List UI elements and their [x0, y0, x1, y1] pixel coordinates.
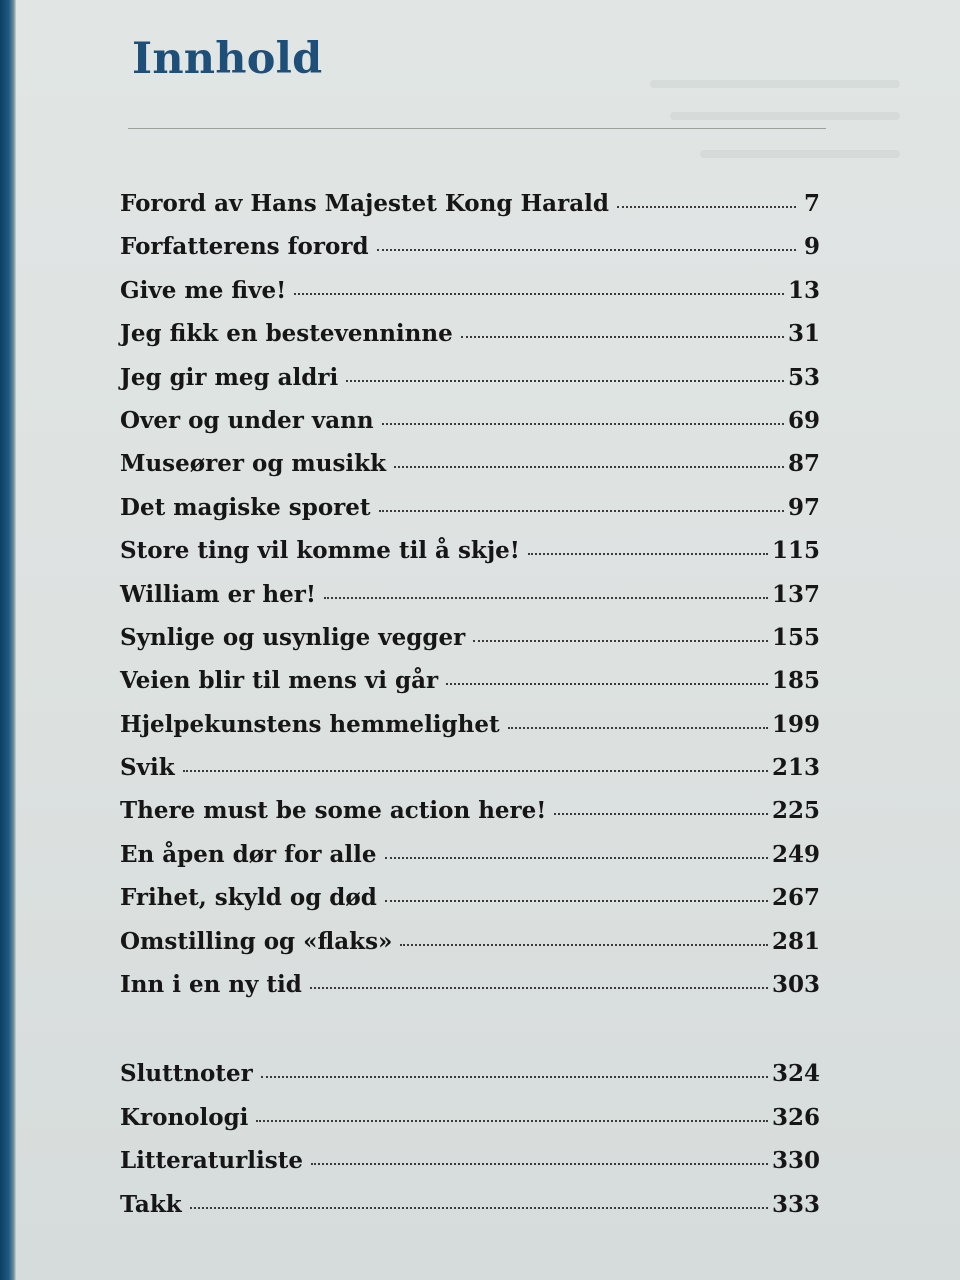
toc-entry-title: Synlige og usynlige vegger	[120, 623, 466, 651]
toc-entry-title: Forfatterens forord	[120, 233, 369, 261]
dot-leader	[310, 987, 768, 989]
dot-leader	[385, 900, 768, 902]
toc-entry-page-number: 13	[787, 276, 820, 304]
toc-entry-title: Jeg fikk en bestevenninne	[120, 320, 453, 348]
dot-leader	[508, 727, 768, 729]
toc-entry-title: William er her!	[120, 580, 316, 608]
toc-entry	[120, 1104, 820, 1148]
toc-entry-page-number: 267	[771, 884, 820, 912]
table-of-contents-back-matter	[120, 1060, 820, 1234]
toc-entry	[120, 1060, 820, 1104]
toc-entry	[120, 190, 820, 233]
dot-leader	[377, 249, 796, 251]
toc-entry-page-number: 69	[787, 406, 820, 434]
toc-entry	[120, 841, 820, 884]
dot-leader	[346, 380, 784, 382]
toc-entry-title: Omstilling og «flaks»	[120, 927, 393, 955]
toc-entry-page-number: 324	[771, 1060, 820, 1087]
toc-entry-title: En åpen dør for alle	[120, 840, 377, 868]
dot-leader	[382, 423, 784, 425]
toc-entry-page-number: 9	[803, 233, 820, 261]
toc-entry-title: Forord av Hans Majestet Kong Harald	[120, 190, 609, 217]
dot-leader	[528, 553, 768, 555]
show-through-text	[670, 112, 900, 120]
toc-entry-title: Hjelpekunstens hemmelighet	[120, 710, 500, 738]
toc-entry	[120, 407, 820, 450]
dot-leader	[394, 466, 784, 468]
table-of-contents-chapters	[120, 190, 820, 1014]
toc-entry-title: Kronologi	[120, 1103, 249, 1131]
toc-entry-title: Sluttnoter	[120, 1060, 253, 1087]
dot-leader	[617, 206, 796, 208]
title-divider	[128, 128, 826, 129]
toc-entry-page-number: 303	[771, 971, 820, 999]
toc-entry-page-number: 87	[787, 450, 820, 478]
toc-entry	[120, 711, 820, 754]
dot-leader	[461, 336, 784, 338]
toc-entry-title: Jeg gir meg aldri	[120, 363, 339, 391]
toc-entry	[120, 277, 820, 320]
toc-entry-page-number: 213	[771, 754, 820, 782]
dot-leader	[190, 1207, 768, 1209]
toc-entry-page-number: 115	[771, 537, 820, 565]
toc-entry-page-number: 137	[771, 580, 820, 608]
toc-entry-title: Svik	[120, 754, 175, 782]
toc-entry-title: Inn i en ny tid	[120, 971, 302, 999]
show-through-text	[650, 80, 900, 88]
dot-leader	[311, 1163, 768, 1165]
toc-entry	[120, 494, 820, 537]
toc-entry-title: Frihet, skyld og død	[120, 884, 377, 912]
toc-entry	[120, 320, 820, 363]
dot-leader	[385, 857, 768, 859]
toc-entry	[120, 797, 820, 840]
show-through-text	[700, 150, 900, 158]
toc-entry-page-number: 185	[771, 667, 820, 695]
toc-entry	[120, 364, 820, 407]
toc-entry-page-number: 53	[787, 363, 820, 391]
toc-entry-page-number: 31	[787, 320, 820, 348]
dot-leader	[379, 510, 784, 512]
toc-entry	[120, 928, 820, 971]
toc-entry-title: There must be some action here!	[120, 797, 547, 825]
dot-leader	[324, 597, 768, 599]
page-title: Innhold	[132, 34, 323, 84]
dot-leader	[400, 944, 768, 946]
toc-entry-title: Veien blir til mens vi går	[120, 667, 439, 695]
book-spine-edge	[0, 0, 16, 1280]
toc-entry-title: Give me five!	[120, 276, 287, 304]
toc-entry-page-number: 326	[771, 1103, 820, 1131]
toc-entry-page-number: 249	[771, 840, 820, 868]
dot-leader	[473, 640, 768, 642]
toc-entry	[120, 1191, 820, 1235]
toc-entry-title: Museører og musikk	[120, 450, 387, 478]
dot-leader	[554, 813, 768, 815]
toc-entry-page-number: 155	[771, 623, 820, 651]
toc-entry-title: Takk	[120, 1190, 182, 1218]
toc-entry	[120, 884, 820, 927]
dot-leader	[294, 293, 784, 295]
dot-leader	[183, 770, 768, 772]
toc-entry	[120, 450, 820, 493]
toc-entry-title: Litteraturliste	[120, 1147, 303, 1175]
toc-entry	[120, 971, 820, 1014]
toc-entry	[120, 233, 820, 276]
toc-entry-title: Det magiske sporet	[120, 493, 371, 521]
toc-entry	[120, 537, 820, 580]
toc-entry	[120, 1147, 820, 1191]
toc-entry	[120, 667, 820, 710]
toc-entry-page-number: 199	[771, 710, 820, 738]
toc-entry-title: Over og under vann	[120, 406, 374, 434]
toc-entry	[120, 754, 820, 797]
toc-entry-page-number: 225	[771, 797, 820, 825]
toc-entry-page-number: 333	[771, 1190, 820, 1218]
toc-entry	[120, 624, 820, 667]
toc-entry-title: Store ting vil komme til å skje!	[120, 537, 520, 565]
toc-entry-page-number: 330	[771, 1147, 820, 1175]
toc-entry-page-number: 97	[787, 493, 820, 521]
toc-entry	[120, 581, 820, 624]
toc-entry-page-number: 281	[771, 927, 820, 955]
toc-entry-page-number: 7	[803, 190, 820, 217]
dot-leader	[261, 1076, 768, 1078]
dot-leader	[446, 683, 768, 685]
dot-leader	[256, 1120, 768, 1122]
